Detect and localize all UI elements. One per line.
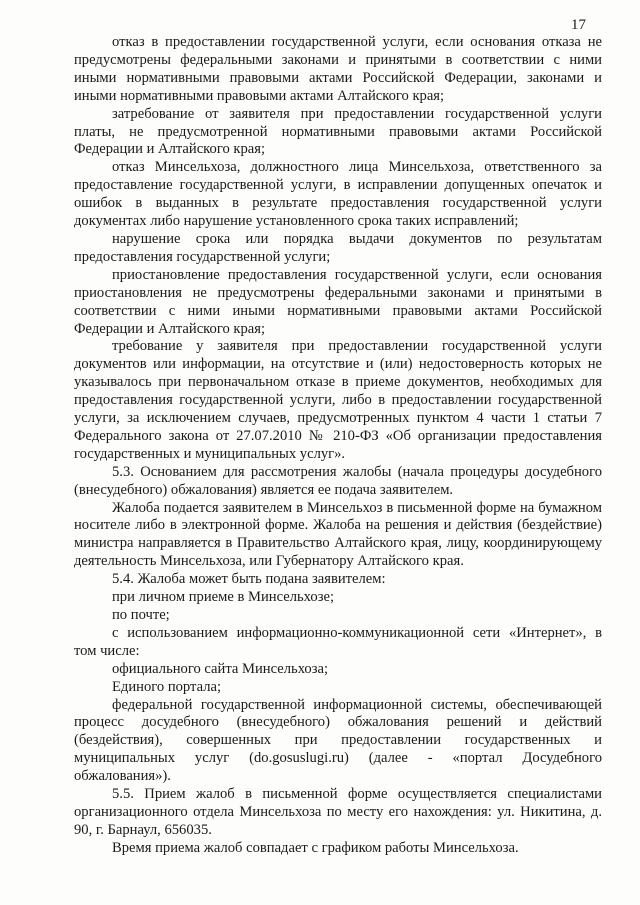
paragraph: отказ Минсельхоза, должностного лица Минсельхоза, ответственного за предоставление государственной услуги, в исправлении допущенных опечаток и ошибок в выданных в результате предоставления государственной услуги документах либо нарушение установленного срока таких исправлений;	[74, 159, 602, 230]
paragraph: с использованием информационно-коммуникационной сети «Интернет», в том числе:	[74, 624, 602, 659]
paragraph: при личном приеме в Минсельхозе;	[112, 589, 335, 606]
paragraph: по почте;	[112, 607, 170, 623]
paragraph: Единого портала;	[112, 678, 222, 695]
paragraph: отказ в предоставлении государственной услуги, если основания отказа не предусмотрены федеральными законами и принятыми в соответствии с ними иными нормативными правовыми актами Российской Федерации, законами и иными нормативными правовыми актами Алтайского края;	[74, 34, 602, 104]
paragraph: 5.5. Прием жалоб в письменной форме осуществляется специалистами организационного отдела Минсельхоза по месту его нахождения: ул. Никитина, д. 90, г. Барнаул, 656035.	[74, 786, 602, 838]
paragraph: официального сайта Минсельхоза;	[112, 660, 329, 677]
paragraph: приостановление предоставления государственной услуги, если основания приостановления не предусмотрены федеральными законами и принятыми в соответствии с ними иными нормативными правовыми актами Российской Федерации и Алтайского края;	[74, 266, 602, 337]
paragraph: Время приема жалоб совпадает с графиком работы Минсельхоза.	[112, 839, 519, 856]
document-body	[74, 34, 602, 858]
paragraph: Жалоба подается заявителем в Минсельхоз в письменной форме на бумажном носителе либо в электронной форме. Жалоба на решения и действия (бездействие) министра направляется в Правительство Алтайского края, лицу, координирующему деятельность Минсельхоза, или Губернатору Алтайского края.	[74, 499, 602, 570]
paragraph: требование у заявителя при предоставлении государственной услуги документов или информации, на отсутствие и (или) недостоверность которых не указывалось при первоначальном отказе в приеме документов, необходимых для предоставления государственной услуги, либо в предоставлении государственной услуги, за исключением случаев, предусмотренных пунктом 4 части 1 статьи 7 Федерального закона от 27.07.2010 № 210-ФЗ «Об организации предоставления государственных и муниципальных услуг».	[74, 338, 602, 462]
paragraph: 5.3. Основанием для рассмотрения жалобы (начала процедуры досудебного (внесудебного) обжалования) является ее подача заявителем.	[74, 463, 602, 498]
paragraph: 5.4. Жалоба может быть подана заявителем:	[112, 571, 386, 588]
paragraph: федеральной государственной информационной системы, обеспечивающей процесс досудебного (внесудебного) обжалования решений и действий (бездействия), совершенных при предоставлении государственных и муниципальных услуг (do.gosuslugi.ru) (далее - «портал Досудебного обжалования»).	[74, 696, 602, 785]
paragraph: нарушение срока или порядка выдачи документов по результатам предоставления государственной услуги;	[74, 230, 602, 265]
paragraph: затребование от заявителя при предоставлении государственной услуги платы, не предусмотренной нормативными правовыми актами Российской Федерации и Алтайского края;	[74, 105, 602, 158]
page-number: 17	[571, 17, 586, 33]
